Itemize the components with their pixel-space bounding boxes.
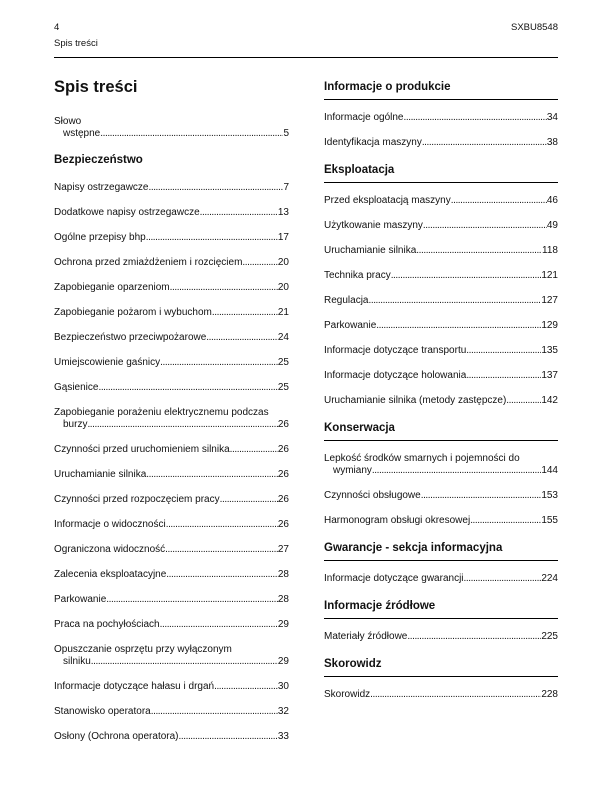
section-rule: [324, 676, 558, 677]
section-rule: [324, 440, 558, 441]
toc-entry-page: 17: [277, 232, 289, 243]
toc-entry-text: Uruchamianie silnika (metody zastępcze): [324, 395, 507, 406]
toc-entry-text: Napisy ostrzegawcze: [54, 182, 149, 193]
toc-entry-text: Informacje dotyczące transportu: [324, 345, 467, 356]
dot-leader: [242, 257, 277, 269]
toc-entry[interactable]: [324, 220, 558, 232]
dot-leader: [220, 494, 278, 506]
toc-entry-text: Informacje dotyczące holowania: [324, 370, 467, 381]
dot-leader: [407, 631, 541, 643]
dot-leader: [466, 345, 541, 357]
toc-entry[interactable]: [324, 515, 558, 527]
toc-entry-page: 225: [541, 631, 558, 642]
toc-entry[interactable]: [54, 594, 289, 606]
toc-entry-text: Zapobieganie porażeniu elektrycznemu podczas: [54, 407, 269, 418]
dot-leader: [165, 544, 278, 556]
toc-entry[interactable]: [54, 494, 289, 506]
toc-entry-text: Stanowisko operatora: [54, 706, 151, 717]
dot-leader: [166, 519, 278, 531]
toc-entry-page: 27: [277, 544, 289, 555]
toc-entry[interactable]: [54, 731, 289, 743]
toc-entry-text: Słowo: [54, 116, 82, 127]
dot-leader: [87, 419, 277, 431]
dot-leader: [212, 307, 278, 319]
toc-entry-foreword[interactable]: [54, 116, 289, 140]
toc-entry[interactable]: [324, 689, 558, 701]
toc-entry-text: Bezpieczeństwo przeciwpożarowe: [54, 332, 207, 343]
toc-entry[interactable]: [54, 706, 289, 718]
dot-leader: [160, 357, 278, 369]
dot-leader: [98, 382, 277, 394]
dot-leader: [179, 731, 278, 743]
toc-entry-text: Informacje o widoczności: [54, 519, 166, 530]
toc-entry[interactable]: [54, 469, 289, 481]
document-code: SXBU8548: [510, 22, 558, 33]
section-heading: Skorowidz: [324, 658, 382, 670]
dot-leader: [100, 128, 283, 140]
header-rule: [54, 57, 558, 58]
toc-entry[interactable]: [54, 257, 289, 269]
toc-entry-page: 26: [277, 494, 289, 505]
toc-entry[interactable]: [54, 382, 289, 394]
toc-entry-page: 144: [541, 465, 558, 476]
section-rule: [324, 182, 558, 183]
toc-entry-page: 33: [277, 731, 289, 742]
dot-leader: [506, 395, 541, 407]
toc-entry-page: 135: [541, 345, 558, 356]
toc-entry-page: 26: [277, 444, 289, 455]
dot-leader: [416, 245, 542, 257]
toc-entry-text: Opuszczanie osprzętu przy wyłączonym: [54, 644, 232, 655]
toc-entry[interactable]: [324, 370, 558, 382]
dot-leader: [166, 569, 278, 581]
toc-entry-text: Ogólne przepisy bhp: [54, 232, 146, 243]
dot-leader: [422, 137, 547, 149]
toc-left-column: [54, 78, 289, 756]
toc-entry-text: Czynności obsługowe: [324, 490, 421, 501]
toc-entry-page: 228: [541, 689, 558, 700]
dot-leader: [170, 282, 278, 294]
toc-entry-text: Materiały źródłowe: [324, 631, 408, 642]
toc-entry-list: [54, 182, 289, 743]
toc-entry-page: 25: [277, 357, 289, 368]
toc-entry-page: 34: [546, 112, 558, 123]
dot-leader: [230, 444, 278, 456]
toc-entry-page: 7: [283, 182, 289, 193]
dot-leader: [423, 220, 547, 232]
dot-leader: [214, 681, 278, 693]
dot-leader: [372, 465, 541, 477]
toc-entry-text: Informacje dotyczące hałasu i drgań: [54, 681, 215, 692]
toc-entry-page: 32: [277, 706, 289, 717]
toc-entry[interactable]: [54, 681, 289, 693]
toc-entry-page: 142: [541, 395, 558, 406]
toc-entry[interactable]: [324, 295, 558, 307]
toc-entry-page: 224: [541, 573, 558, 584]
toc-entry[interactable]: [324, 195, 558, 207]
toc-entry-page: 127: [541, 295, 558, 306]
toc-entry-page: 155: [541, 515, 558, 526]
dot-leader: [160, 619, 278, 631]
dot-leader: [91, 656, 278, 668]
toc-entry-page: 20: [277, 257, 289, 268]
toc-entry-page: 28: [277, 594, 289, 605]
section-heading: Eksploatacja: [324, 164, 395, 176]
toc-entry-text: Informacje ogólne: [324, 112, 404, 123]
toc-entry[interactable]: [54, 644, 289, 668]
toc-entry-page: 38: [546, 137, 558, 148]
toc-entry-text: Dodatkowe napisy ostrzegawcze: [54, 207, 200, 218]
toc-entry-text: Użytkowanie maszyny: [324, 220, 423, 231]
toc-entry-page: 26: [277, 419, 289, 430]
toc-entry[interactable]: [324, 137, 558, 149]
dot-leader: [404, 112, 547, 124]
toc-entry[interactable]: [324, 270, 558, 282]
page-title: Spis treści: [54, 78, 138, 96]
toc-entry-text: Zapobieganie pożarom i wybuchom: [54, 307, 212, 318]
dot-leader: [470, 515, 541, 527]
toc-entry-text: Ograniczona widoczność: [54, 544, 166, 555]
toc-entry-page: 24: [277, 332, 289, 343]
toc-entry-text: Osłony (Ochrona operatora): [54, 731, 179, 742]
dot-leader: [200, 207, 278, 219]
toc-entry-text: Parkowanie: [54, 594, 107, 605]
toc-entry-page: 118: [542, 245, 558, 256]
toc-entry[interactable]: [54, 619, 289, 631]
toc-entry-text: Umiejscowienie gaśnicy: [54, 357, 161, 368]
toc-entry[interactable]: [324, 395, 558, 407]
toc-entry-page: 129: [541, 320, 558, 331]
toc-entry[interactable]: [324, 490, 558, 502]
section-heading: Konserwacja: [324, 422, 395, 434]
toc-entry-text: Technika pracy: [324, 270, 391, 281]
page-number: 4: [54, 22, 60, 33]
toc-entry[interactable]: [324, 320, 558, 332]
toc-entry-text: Przed eksploatacją maszyny: [324, 195, 451, 206]
section-heading: Informacje o produkcie: [324, 81, 451, 93]
toc-entry-page: 29: [277, 656, 289, 667]
toc-entry[interactable]: [324, 112, 558, 124]
toc-entry-page: 26: [277, 519, 289, 530]
toc-entry-page: 13: [277, 207, 289, 218]
toc-entry[interactable]: [54, 569, 289, 581]
toc-entry-page: 28: [277, 569, 289, 580]
dot-leader: [151, 706, 278, 718]
dot-leader: [391, 270, 542, 282]
toc-entry-text: Informacje dotyczące gwarancji: [324, 573, 464, 584]
toc-entry-text: Regulacja: [324, 295, 369, 306]
toc-entry[interactable]: [54, 357, 289, 369]
toc-entry[interactable]: [324, 453, 558, 477]
dot-leader: [421, 490, 542, 502]
toc-entry[interactable]: [54, 544, 289, 556]
toc-entry-page: 121: [541, 270, 558, 281]
toc-entry-page: 21: [277, 307, 289, 318]
toc-entry-page: 46: [546, 195, 558, 206]
dot-leader: [466, 370, 541, 382]
dot-leader: [376, 320, 541, 332]
toc-entry[interactable]: [54, 407, 289, 431]
dot-leader: [451, 195, 547, 207]
toc-entry-text: Gąsienice: [54, 382, 99, 393]
dot-leader: [106, 594, 278, 606]
toc-entry-text: Harmonogram obsługi okresowej: [324, 515, 471, 526]
toc-entry-text: wstępne: [63, 128, 101, 139]
toc-entry-text-continued: silniku: [63, 656, 91, 667]
toc-entry-text: Zalecenia eksploatacyjne: [54, 569, 167, 580]
toc-entry-text: Praca na pochyłościach: [54, 619, 160, 630]
running-header: Spis treści: [54, 38, 98, 49]
dot-leader: [370, 689, 541, 701]
toc-entry[interactable]: [324, 631, 558, 643]
toc-entry-text: Skorowidz: [324, 689, 371, 700]
toc-entry[interactable]: [54, 207, 289, 219]
dot-leader: [206, 332, 278, 344]
section-heading: Bezpieczeństwo: [54, 154, 143, 166]
toc-entry[interactable]: [54, 282, 289, 294]
toc-entry[interactable]: [54, 332, 289, 344]
toc-entry-text-continued: burzy: [63, 419, 88, 430]
toc-entry-page: 49: [546, 220, 558, 231]
toc-entry-text: Parkowanie: [324, 320, 377, 331]
section-heading: Informacje źródłowe: [324, 600, 436, 612]
toc-entry-page: 26: [277, 469, 289, 480]
dot-leader: [146, 232, 278, 244]
section-heading: Gwarancje - sekcja informacyjna: [324, 542, 503, 554]
dot-leader: [146, 469, 278, 481]
toc-entry[interactable]: [324, 345, 558, 357]
toc-entry-page: 29: [277, 619, 289, 630]
section-rule: [324, 560, 558, 561]
dot-leader: [464, 573, 542, 585]
toc-entry[interactable]: [54, 519, 289, 531]
toc-entry-text: Identyfikacja maszyny: [324, 137, 422, 148]
toc-entry-text: Lepkość środków smarnych i pojemności do: [324, 453, 520, 464]
toc-entry-page: 5: [283, 128, 289, 139]
toc-entry-page: 25: [277, 382, 289, 393]
toc-entry-page: 153: [541, 490, 558, 501]
dot-leader: [148, 182, 283, 194]
toc-entry[interactable]: [324, 573, 558, 585]
toc-entry[interactable]: [54, 307, 289, 319]
toc-entry-text: Uruchamianie silnika: [324, 245, 417, 256]
toc-entry[interactable]: [324, 245, 558, 257]
toc-entry-text-continued: wymiany: [333, 465, 372, 476]
toc-entry-text: Uruchamianie silnika: [54, 469, 147, 480]
toc-right-column: [324, 81, 558, 716]
toc-entry[interactable]: [54, 232, 289, 244]
toc-entry-text: Zapobieganie oparzeniom: [54, 282, 170, 293]
toc-entry-page: 20: [277, 282, 289, 293]
toc-entry-text: Ochrona przed zmiażdżeniem i rozcięciem: [54, 257, 243, 268]
toc-entry-text: Czynności przed rozpoczęciem pracy: [54, 494, 220, 505]
section-rule: [324, 618, 558, 619]
toc-entry-page: 137: [541, 370, 558, 381]
toc-entry-page: 30: [277, 681, 289, 692]
dot-leader: [368, 295, 541, 307]
toc-entry[interactable]: [54, 444, 289, 456]
toc-entry[interactable]: [54, 182, 289, 194]
toc-entry-text: Czynności przed uruchomieniem silnika: [54, 444, 230, 455]
section-rule: [324, 99, 558, 100]
